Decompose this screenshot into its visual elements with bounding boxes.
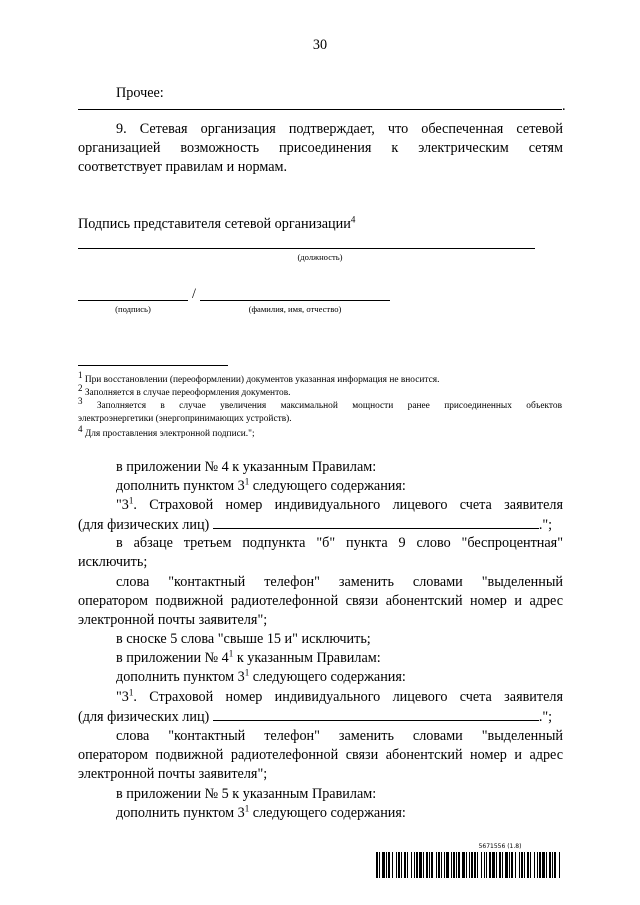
other-line bbox=[78, 109, 562, 110]
item9-line2: организацией возможность присоединения к электрическим сетям bbox=[78, 140, 563, 156]
name-caption: (фамилия, имя, отчество) bbox=[248, 304, 342, 314]
footnote-2: $^2$ Заполняется в случае переоформления документов. bbox=[78, 382, 291, 398]
body-line-2: дополнить пунктом $3^1$ следующего содержания: bbox=[116, 476, 406, 494]
position-caption: (должность) bbox=[297, 252, 343, 262]
footnote-3-cont: электроэнергетики (энергопринимающих устройств). bbox=[78, 414, 292, 424]
body-line-10: в сноске 5 слова "свыше 15 и" исключить; bbox=[116, 631, 371, 647]
body-line-13: "$3^1$. Страховой номер индивидуального лицевого счета заявителя bbox=[116, 687, 563, 705]
footnote-3: $^3$ Заполняется в случае увеличения максимальной мощности ранее присоединенных объектов bbox=[78, 395, 563, 411]
barcode-number: 5671556 (1.8) bbox=[478, 843, 522, 850]
body-line-14: (для физических лиц) ."; bbox=[78, 709, 553, 725]
body-line-5: в абзаце третьем подпункта "б" пункта 9 слово "беспроцентная" bbox=[116, 535, 563, 551]
other-end-dot: . bbox=[562, 98, 566, 114]
body-line-12: дополнить пунктом $3^1$ следующего содержания: bbox=[116, 667, 406, 685]
body-line-9: электронной почты заявителя"; bbox=[78, 612, 268, 628]
body-line-6: исключить; bbox=[78, 554, 148, 570]
item9-line3: соответствует правилам и нормам. bbox=[78, 159, 288, 175]
position-line bbox=[78, 248, 535, 249]
name-line bbox=[200, 300, 390, 301]
other-label: Прочее: bbox=[116, 85, 164, 101]
body-line-18: в приложении № 5 к указанным Правилам: bbox=[116, 786, 377, 802]
sign-slash: / bbox=[192, 286, 196, 302]
item9-line1: 9. Сетевая организация подтверждает, что обеспеченная сетевой bbox=[116, 121, 563, 137]
body-line-19: дополнить пунктом $3^1$ следующего содержания: bbox=[116, 803, 406, 821]
sign-caption: (подпись) bbox=[115, 304, 151, 314]
body-line-8: оператором подвижной радиотелефонной связи абонентский номер и адрес bbox=[78, 593, 563, 609]
sign-line bbox=[78, 300, 188, 301]
body-line-4: (для физических лиц) ."; bbox=[78, 517, 553, 533]
page-number: 30 bbox=[312, 37, 328, 53]
body-line-17: электронной почты заявителя"; bbox=[78, 766, 268, 782]
body-line-1: в приложении № 4 к указанным Правилам: bbox=[116, 459, 377, 475]
barcode-image bbox=[376, 852, 560, 878]
footnote-4: $^4$ Для проставления электронной подписи."; bbox=[78, 423, 255, 439]
signature-label: Подпись представителя сетевой организации$^4$ bbox=[78, 214, 356, 232]
body-line-16: оператором подвижной радиотелефонной связи абонентский номер и адрес bbox=[78, 747, 563, 763]
footnote-separator bbox=[78, 365, 228, 366]
body-line-3: "$3^1$. Страховой номер индивидуального лицевого счета заявителя bbox=[116, 495, 563, 513]
footnote-1: $^1$ При восстановлении (переоформлении) документов указанная информация не вносится. bbox=[78, 369, 440, 385]
body-line-11: в приложении № $4^1$ к указанным Правилам: bbox=[116, 648, 381, 666]
body-line-7: слова "контактный телефон" заменить словами "выделенный bbox=[116, 574, 563, 590]
body-line-15: слова "контактный телефон" заменить словами "выделенный bbox=[116, 728, 563, 744]
